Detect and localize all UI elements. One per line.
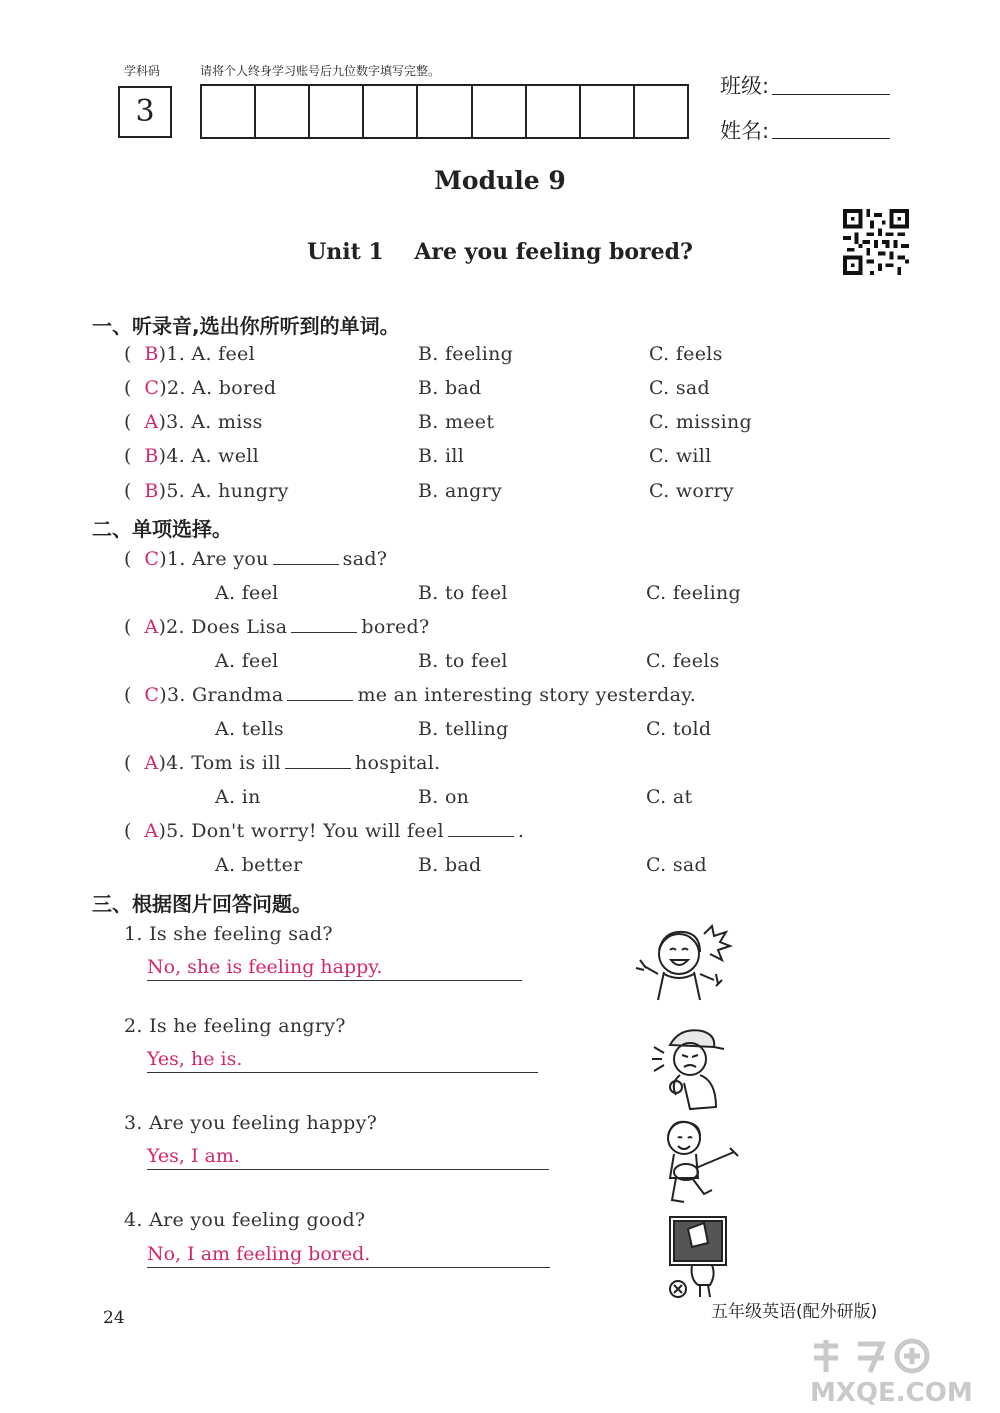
listening-item [124, 445, 259, 467]
option-b: B. on [418, 786, 470, 808]
option-b: B. to feel [418, 582, 508, 604]
option-b: B. bad [418, 854, 482, 876]
option-c: C. feeling [646, 582, 742, 604]
option-b: B. meet [418, 411, 495, 433]
option-b: B. feeling [418, 343, 514, 365]
answer-line-1[interactable]: No, she is feeling happy. [147, 956, 522, 981]
option-b: B. bad [418, 377, 482, 399]
open-paren: ( [124, 411, 145, 433]
choice-question [124, 548, 387, 570]
listening-item [124, 480, 289, 502]
open-paren: ( [124, 480, 145, 502]
answer-choice[interactable]: A [144, 752, 159, 774]
account-number-boxes[interactable] [200, 84, 689, 139]
fill-blank[interactable] [273, 550, 339, 565]
class-field[interactable] [772, 72, 890, 95]
question-end: me an interesting story yesterday. [357, 684, 697, 706]
question-2: 2. Is he feeling angry? [124, 1015, 346, 1037]
option-c: C. missing [649, 411, 753, 433]
class-label: 班级: [720, 74, 770, 98]
watermark-logo-icon [808, 1338, 998, 1374]
open-paren: ( [124, 752, 145, 774]
answer-choice[interactable]: A [144, 616, 159, 638]
option-c: C. feels [646, 650, 720, 672]
choice-question [124, 752, 440, 774]
open-paren: ( [124, 684, 145, 706]
answer-line-4[interactable]: No, I am feeling bored. [147, 1243, 550, 1268]
account-instruction: 请将个人终身学习账号后九位数字填写完整。 [200, 64, 441, 78]
item-number: )3. [158, 411, 185, 433]
answer-line-3[interactable]: Yes, I am. [147, 1145, 549, 1170]
item-number: )1. [158, 343, 186, 365]
choice-question [124, 684, 696, 706]
answer-choice[interactable]: A [144, 820, 159, 842]
option-a: A. feel [191, 343, 255, 365]
question-start: )4. Tom is ill [158, 752, 282, 774]
open-paren: ( [124, 616, 145, 638]
option-a: A. tells [215, 718, 284, 740]
answer-choice[interactable]: B [144, 343, 159, 365]
fill-blank[interactable] [287, 686, 353, 701]
question-end: sad? [342, 548, 388, 570]
listening-item [124, 377, 276, 399]
item-number: )4. [158, 445, 186, 467]
answer-choice[interactable]: C [144, 377, 160, 399]
option-c: C. sad [646, 854, 707, 876]
question-end: . [517, 820, 525, 842]
account-digit-box[interactable] [473, 86, 527, 137]
account-digit-box[interactable] [418, 86, 472, 137]
module-title: Module 9 [434, 166, 566, 195]
option-a: A. hungry [191, 480, 289, 502]
qr-code-icon [842, 209, 910, 275]
section-3-heading: 三、根据图片回答问题。 [92, 892, 312, 916]
answer-choice[interactable]: A [144, 411, 159, 433]
account-digit-box[interactable] [310, 86, 364, 137]
option-a: A. bored [192, 377, 277, 399]
option-c: C. feels [649, 343, 723, 365]
fill-blank[interactable] [285, 754, 351, 769]
watermark-text: MXQE.COM [810, 1378, 973, 1408]
answer-choice[interactable]: B [144, 445, 159, 467]
option-b: B. angry [418, 480, 502, 502]
option-c: C. will [649, 445, 712, 467]
name-field[interactable] [772, 116, 890, 139]
fill-blank[interactable] [448, 822, 514, 837]
listening-item [124, 343, 255, 365]
watermark-logo [808, 1338, 998, 1374]
unit-title: Unit 1 Are you feeling bored? [307, 239, 693, 265]
listening-item [124, 411, 263, 433]
question-start: )3. Grandma [159, 684, 284, 706]
open-paren: ( [124, 820, 145, 842]
question-4: 4. Are you feeling good? [124, 1209, 366, 1231]
option-a: A. feel [215, 582, 279, 604]
fill-blank[interactable] [291, 618, 357, 633]
section-1-heading: 一、听录音,选出你所听到的单词。 [92, 314, 400, 338]
account-digit-box[interactable] [527, 86, 581, 137]
option-a: A. feel [215, 650, 279, 672]
option-b: B. ill [418, 445, 465, 467]
answer-choice[interactable]: B [144, 480, 159, 502]
account-digit-box[interactable] [635, 86, 687, 137]
option-c: C. sad [649, 377, 710, 399]
account-digit-box[interactable] [581, 86, 635, 137]
item-number: )5. [158, 480, 186, 502]
happy-girl-illustration [634, 922, 734, 1004]
item-number: )2. [159, 377, 186, 399]
open-paren: ( [124, 445, 145, 467]
happy-boy-guitar-illustration [656, 1116, 740, 1212]
page-number: 24 [103, 1308, 125, 1328]
question-start: )2. Does Lisa [158, 616, 288, 638]
account-digit-box[interactable] [202, 86, 256, 137]
open-paren: ( [124, 377, 145, 399]
option-b: B. to feel [418, 650, 508, 672]
option-a: A. well [191, 445, 260, 467]
answer-choice[interactable]: C [144, 548, 160, 570]
answer-line-2[interactable]: Yes, he is. [147, 1048, 538, 1073]
option-c: C. at [646, 786, 693, 808]
section-2-heading: 二、单项选择。 [92, 517, 232, 541]
question-end: bored? [361, 616, 430, 638]
option-a: A. better [215, 854, 303, 876]
open-paren: ( [124, 548, 145, 570]
question-start: )5. Don't worry! You will feel [158, 820, 444, 842]
account-digit-box[interactable] [364, 86, 418, 137]
option-b: B. telling [418, 718, 509, 740]
option-a: A. in [215, 786, 261, 808]
choice-question [124, 820, 524, 842]
book-title-footer: 五年级英语(配外研版) [711, 1302, 878, 1322]
question-3: 3. Are you feeling happy? [124, 1112, 378, 1134]
bored-boy-window-illustration [664, 1213, 732, 1301]
open-paren: ( [124, 343, 145, 365]
answer-choice[interactable]: C [144, 684, 160, 706]
option-c: C. told [646, 718, 712, 740]
question-end: hospital. [355, 752, 441, 774]
question-start: )1. Are you [159, 548, 269, 570]
angry-boy-illustration [650, 1023, 736, 1113]
choice-question [124, 616, 429, 638]
option-c: C. worry [649, 480, 734, 502]
option-a: A. miss [191, 411, 263, 433]
account-digit-box[interactable] [256, 86, 310, 137]
name-label: 姓名: [720, 119, 770, 143]
subject-code-label: 学科码 [124, 64, 161, 78]
subject-code-box: 3 [118, 86, 172, 138]
question-1: 1. Is she feeling sad? [124, 923, 333, 945]
